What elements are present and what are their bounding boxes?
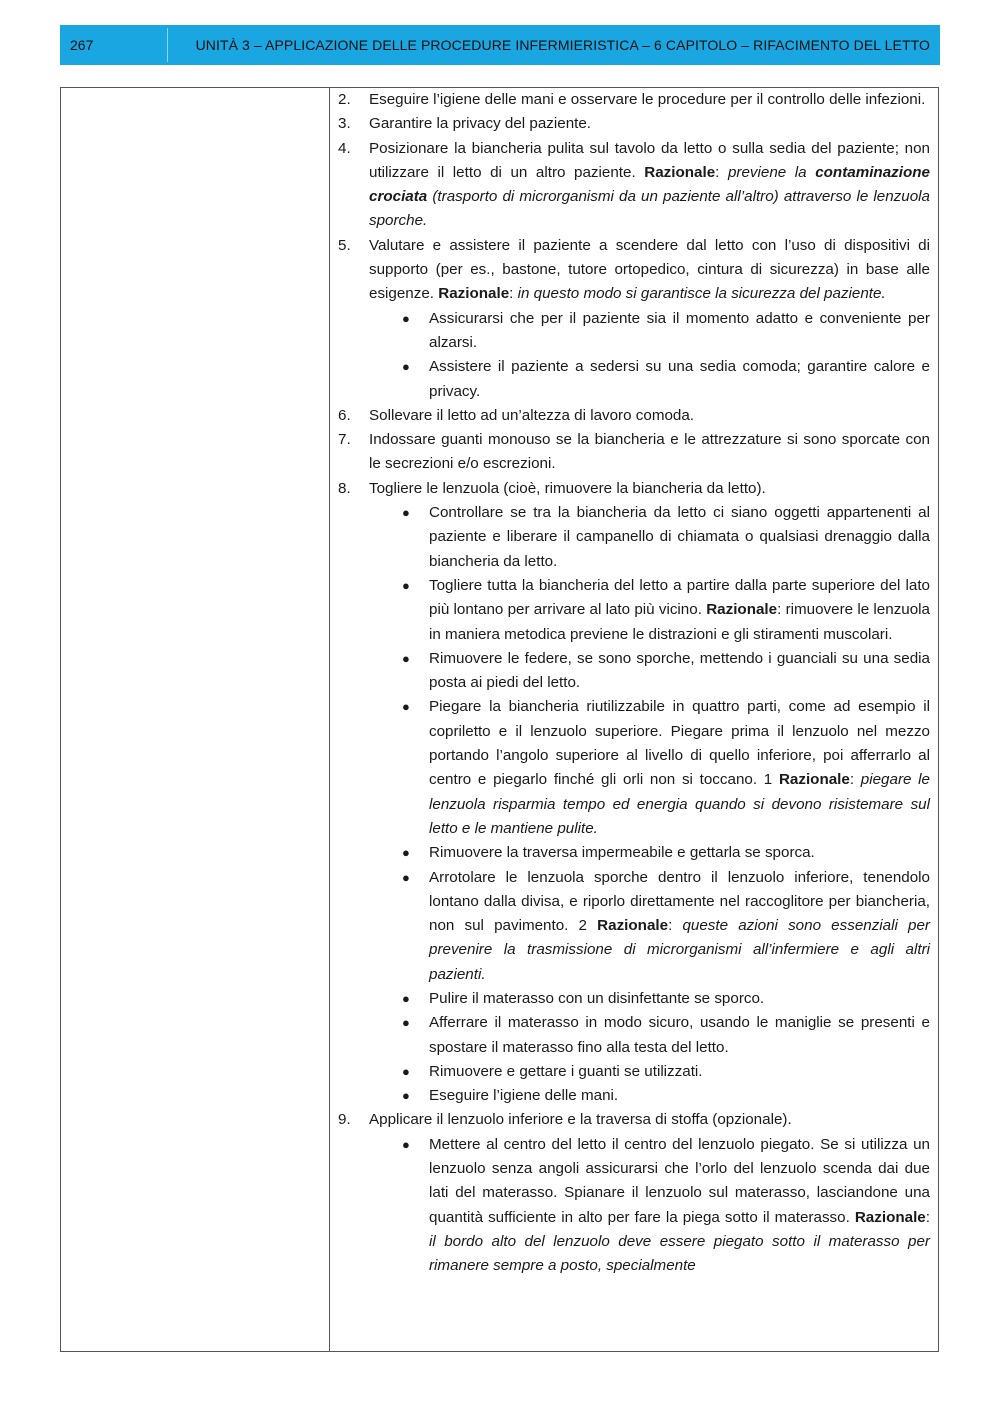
razionale-term: contaminazione crociata: [369, 163, 930, 206]
razionale-label: Razionale: [438, 285, 510, 303]
step-4: 4. Posizionare la biancheria pulita sul tavolo da letto o sulla sedia del paziente; non utilizzare il letto di un altro paziente. Razionale: previene la contaminazione crociata (trasporto di microrganismi da un paziente all’altro) attraverso le lenzuola sporche.: [338, 137, 930, 234]
list-item: ● Afferrare il materasso in modo sicuro, usando le maniglie se presenti e spostare il materasso fino alla testa del letto.: [369, 1011, 930, 1060]
razionale-label: Razionale: [778, 771, 850, 789]
list-item: ● Assicurarsi che per il paziente sia il momento adatto e conveniente per alzarsi.: [369, 307, 930, 356]
step-6: [338, 404, 930, 428]
step-number: 8.: [338, 479, 351, 497]
step-number: 2.: [338, 91, 351, 108]
step-number: 6.: [338, 406, 351, 424]
sub-list: [369, 501, 930, 1108]
step-number: 9.: [338, 1111, 351, 1129]
bullet-icon: ●: [402, 1136, 410, 1152]
page-number: 267: [70, 37, 94, 53]
procedure-steps-cell: [338, 88, 930, 1279]
step-text: Eseguire l’igiene delle mani e osservare le procedure per il controllo delle infezioni.: [369, 91, 926, 108]
list-item: ● Rimuovere e gettare i guanti se utilizzati.: [369, 1060, 930, 1084]
step-5: 5. Valutare e assistere il paziente a scendere dal letto con l’uso di dispositivi di supporto (per es., bastone, tutore ortopedico, cintura di sicurezza) in base alle esigenze. Razionale: in questo modo si garantisce la sicurezza del paziente. ● Assicurarsi che per il paziente sia il momento adatto e conveniente per alzarsi. ● Assistere il paziente a sedersi su una sedia comoda; garantire calore e privacy.: [338, 234, 930, 404]
bullet-icon: ●: [402, 1088, 410, 1104]
step-2: [338, 88, 930, 112]
sub-list: [369, 1133, 930, 1279]
step-text: Sollevare il letto ad un’altezza di lavoro comoda.: [369, 406, 695, 424]
bullet-icon: ●: [402, 310, 410, 326]
bullet-icon: ●: [402, 577, 410, 593]
razionale-label: Razionale: [706, 601, 778, 619]
step-number: 4.: [338, 139, 351, 157]
step-9: [338, 1108, 930, 1278]
list-item: ● Eseguire l’igiene delle mani.: [369, 1084, 930, 1108]
table-column-divider: [329, 88, 330, 1351]
razionale-text: (trasporto di microrganismi da un paziente all’altro) attraverso le lenzuola sporche.: [369, 188, 930, 230]
bullet-icon: ●: [402, 699, 410, 715]
bullet-icon: ●: [402, 650, 410, 666]
page-header: [60, 25, 940, 65]
razionale-text: piegare le lenzuola risparmia tempo ed energia quando si devono risistemare sul letto e le mantiene pulite.: [429, 771, 930, 837]
step-number: 3.: [338, 115, 351, 133]
step-text: Applicare il lenzuolo inferiore e la traversa di stoffa (opzionale).: [369, 1111, 792, 1129]
step-text: Garantire la privacy del paziente.: [369, 115, 592, 133]
bullet-icon: ●: [402, 1063, 410, 1079]
list-item: ● Piegare la biancheria riutilizzabile in quattro parti, come ad esempio il copriletto e il lenzuolo superiore. Piegare prima il lenzuolo nel mezzo portando l’angolo superiore al livello di quello inferiore, poi afferrarlo al centro e piegarlo finché gli orli non si toccano. 1 Razionale: piegare le lenzuola risparmia tempo ed energia quando si devono risistemare sul letto e le mantiene pulite.: [369, 695, 930, 841]
step-text: Posizionare la biancheria pulita sul tavolo da letto o sulla sedia del paziente; non utilizzare il letto di un altro paziente.: [369, 139, 930, 181]
razionale-label: Razionale: [644, 163, 716, 181]
bullet-icon: ●: [402, 990, 410, 1006]
list-item: ● Rimuovere le federe, se sono sporche, mettendo i guanciali su una sedia posta ai piedi del letto.: [369, 647, 930, 696]
razionale-text: previene la: [727, 163, 807, 181]
bullet-icon: ●: [402, 505, 410, 521]
step-8: [338, 477, 930, 1109]
razionale-label: Razionale: [597, 917, 669, 935]
bullet-icon: ●: [402, 1015, 410, 1031]
step-3: [338, 112, 930, 136]
bullet-icon: ●: [402, 845, 410, 861]
razionale-text: rimuovere le lenzuola in maniera metodica previene le distrazioni e gli stiramenti muscolari.: [429, 601, 930, 643]
step-text: Valutare e assistere il paziente a scendere dal letto con l’uso di dispositivi di supporto (per es., bastone, tutore ortopedico, cintura di sicurezza) in base alle esigenze.: [369, 236, 930, 303]
list-item: ● Pulire il materasso con un disinfettante se sporco.: [369, 987, 930, 1011]
list-item: ● Assistere il paziente a sedersi su una sedia comoda; garantire calore e privacy.: [369, 355, 930, 404]
step-text: Indossare guanti monouso se la biancheria e le attrezzature si sono sporcate con le secrezioni e/o escrezioni.: [369, 431, 930, 473]
chapter-title: UNITÀ 3 – APPLICAZIONE DELLE PROCEDURE INFERMIERISTICA – 6 CAPITOLO – RIFACIMENTO DEL LETTO: [195, 37, 930, 53]
sub-list: [369, 307, 930, 404]
list-item: ● Arrotolare le lenzuola sporche dentro il lenzuolo inferiore, tenendolo lontano dalla divisa, e riporlo direttamente nel raccoglitore per biancheria, non sul pavimento. 2 Razionale: queste azioni sono essenziali per prevenire la trasmissione di microrganismi all’infermiere e agli altri pazienti.: [369, 866, 930, 987]
list-item: ● Mettere al centro del letto il centro del lenzuolo piegato. Se si utilizza un lenzuolo senza angoli assicurarsi che l’orlo del lenzuolo scenda dai due lati del materasso. Spianare il lenzuolo sul materasso, lasciandone una quantità sufficiente in alto per fare la piega sotto il materasso. Razionale: il bordo alto del lenzuolo deve essere piegato sotto il materasso per rimanere sempre a posto, specialmente: [369, 1133, 930, 1279]
razionale-text: queste azioni sono essenziali per prevenire la trasmissione di microrganismi all’infermiere e agli altri pazienti.: [429, 917, 930, 983]
list-item: ● Togliere tutta la biancheria del letto a partire dalla parte superiore del lato più lontano per arrivare al lato più vicino. Razionale: rimuovere le lenzuola in maniera metodica previene le distrazioni e gli stiramenti muscolari.: [369, 574, 930, 647]
header-divider: [167, 28, 168, 62]
step-7: [338, 428, 930, 477]
razionale-label: Razionale: [854, 1208, 926, 1226]
razionale-text: il bordo alto del lenzuolo deve essere piegato sotto il materasso per rimanere sempre a posto, specialmente: [429, 1232, 930, 1275]
razionale-text: in questo modo si garantisce la sicurezza del paziente.: [517, 285, 886, 303]
list-item: ● Rimuovere la traversa impermeabile e gettarla se sporca.: [369, 841, 930, 865]
step-number: 7.: [338, 431, 351, 449]
step-text: Togliere le lenzuola (cioè, rimuovere la biancheria da letto).: [369, 479, 766, 497]
bullet-icon: ●: [402, 869, 410, 885]
procedure-steps-list: [338, 88, 930, 1279]
step-number: 5.: [338, 236, 351, 254]
list-item: ● Controllare se tra la biancheria da letto ci siano oggetti appartenenti al paziente e liberare il campanello di chiamata o qualsiasi drenaggio dalla biancheria da letto.: [369, 501, 930, 574]
bullet-icon: ●: [402, 359, 410, 375]
